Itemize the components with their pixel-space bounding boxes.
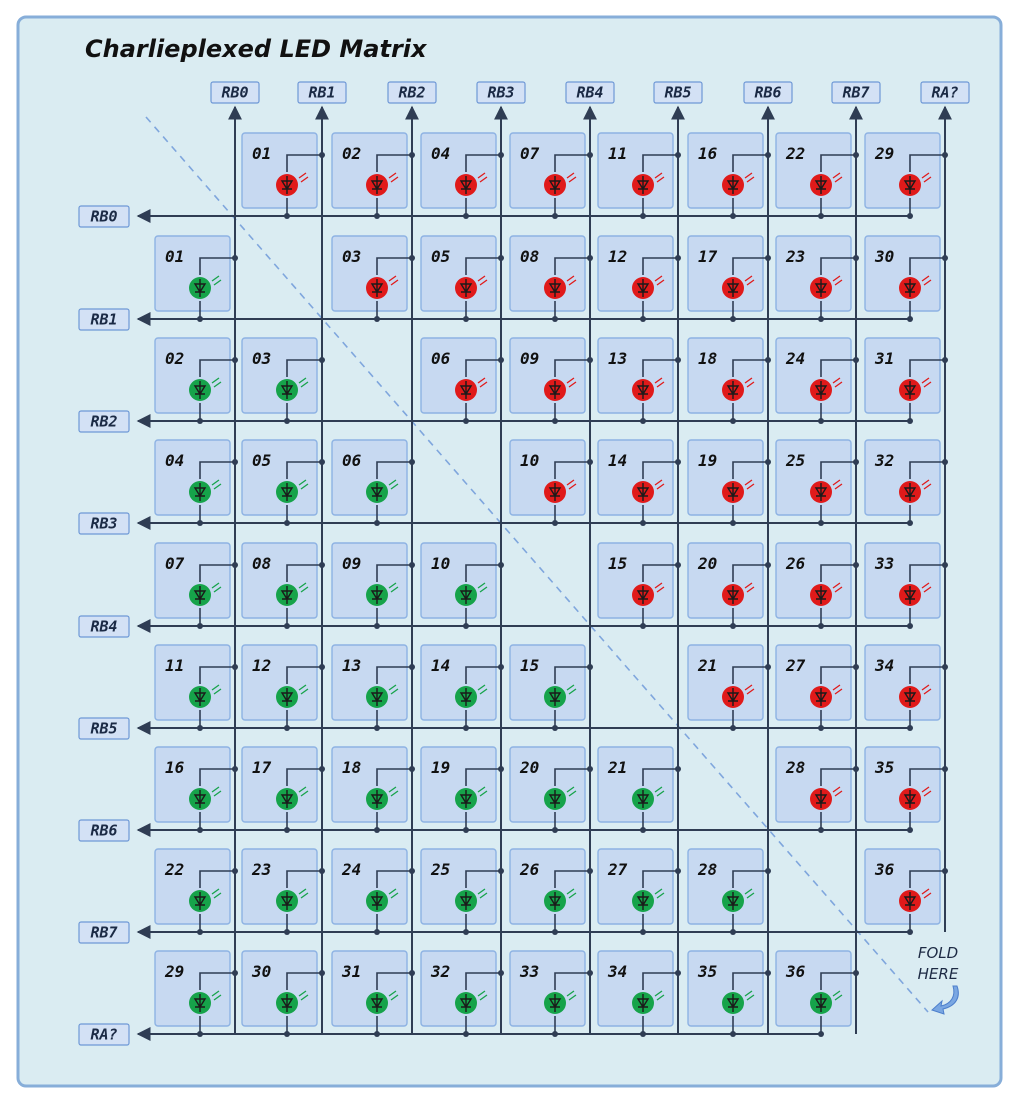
led-cell — [242, 951, 325, 1037]
led-cell — [688, 951, 771, 1037]
led-cell — [865, 440, 948, 526]
led-number: 09 — [342, 554, 362, 573]
led-number: 12 — [252, 656, 272, 675]
pin-label-text: RB5 — [90, 719, 118, 738]
led-number: 07 — [165, 554, 185, 573]
led-number: 04 — [165, 451, 185, 470]
led-cell — [776, 440, 859, 526]
led-cell — [332, 133, 415, 219]
led-cell — [332, 849, 415, 935]
led-cell — [332, 951, 415, 1037]
pin-label-top — [654, 82, 702, 103]
led-cell — [598, 951, 681, 1037]
fold-note-line1: FOLD — [917, 944, 959, 962]
led-cell — [865, 747, 948, 833]
led-cell — [776, 236, 859, 322]
led-number: 28 — [698, 860, 718, 879]
led-cell — [155, 645, 238, 731]
led-number: 32 — [875, 451, 895, 470]
led-number: 10 — [520, 451, 540, 470]
led-cell — [776, 338, 859, 424]
led-number: 12 — [608, 247, 628, 266]
led-cell — [598, 236, 681, 322]
led-number: 13 — [342, 656, 362, 675]
led-cell — [776, 133, 859, 219]
led-number: 24 — [786, 349, 806, 368]
led-number: 19 — [431, 758, 451, 777]
led-number: 18 — [698, 349, 718, 368]
led-number: 34 — [875, 656, 895, 675]
led-number: 19 — [698, 451, 718, 470]
led-number: 01 — [165, 247, 185, 266]
led-number: 21 — [608, 758, 628, 777]
led-number: 26 — [786, 554, 806, 573]
led-number: 04 — [431, 144, 451, 163]
led-cell — [865, 133, 948, 219]
led-number: 20 — [520, 758, 540, 777]
led-number: 02 — [165, 349, 185, 368]
led-number: 14 — [431, 656, 451, 675]
led-number: 05 — [252, 451, 272, 470]
led-cell — [776, 747, 859, 833]
pin-label-side — [79, 922, 129, 943]
led-cell — [155, 236, 238, 322]
pin-label-side — [79, 1024, 129, 1045]
led-number: 07 — [520, 144, 540, 163]
pin-label-text: RB1 — [90, 310, 118, 329]
pin-label-side — [79, 513, 129, 534]
pin-label-side — [79, 718, 129, 739]
led-number: 01 — [252, 144, 272, 163]
led-number: 27 — [786, 656, 806, 675]
led-cell — [421, 645, 504, 731]
led-cell — [510, 645, 593, 731]
led-cell — [332, 236, 415, 322]
led-cell — [332, 645, 415, 731]
led-cell — [421, 338, 504, 424]
led-cell — [332, 543, 415, 629]
led-number: 05 — [431, 247, 451, 266]
led-number: 22 — [786, 144, 806, 163]
fold-note-line2: HERE — [917, 965, 959, 983]
led-cell — [865, 849, 948, 935]
led-number: 24 — [342, 860, 362, 879]
pin-label-text: RB0 — [90, 207, 118, 226]
pin-label-text: RB3 — [487, 83, 515, 102]
led-cell — [510, 236, 593, 322]
pin-label-text: RB5 — [664, 83, 692, 102]
led-number: 22 — [165, 860, 185, 879]
led-cell — [865, 543, 948, 629]
led-cell — [688, 543, 771, 629]
led-number: 25 — [786, 451, 806, 470]
pin-label-text: RB1 — [308, 83, 336, 102]
led-cell — [776, 951, 859, 1037]
led-cell — [242, 338, 325, 424]
pin-label-side — [79, 616, 129, 637]
led-cell — [242, 440, 325, 526]
led-cell — [510, 951, 593, 1037]
led-number: 23 — [252, 860, 272, 879]
pin-label-top — [566, 82, 614, 103]
led-cell — [776, 543, 859, 629]
led-cell — [155, 849, 238, 935]
led-number: 16 — [698, 144, 718, 163]
led-cell — [510, 338, 593, 424]
led-cell — [421, 236, 504, 322]
led-cell — [688, 338, 771, 424]
led-cell — [242, 849, 325, 935]
pin-label-top — [388, 82, 436, 103]
led-number: 34 — [608, 962, 628, 981]
led-number: 15 — [520, 656, 540, 675]
pin-label-top — [832, 82, 880, 103]
led-number: 06 — [342, 451, 362, 470]
diagram-title: Charlieplexed LED Matrix — [85, 35, 427, 63]
led-cell — [598, 747, 681, 833]
led-number: 14 — [608, 451, 628, 470]
led-cell — [242, 747, 325, 833]
led-number: 21 — [698, 656, 718, 675]
led-number: 27 — [608, 860, 628, 879]
led-cell — [688, 133, 771, 219]
led-number: 11 — [608, 144, 628, 163]
led-cell — [155, 543, 238, 629]
led-cell — [865, 338, 948, 424]
led-cell — [332, 747, 415, 833]
pin-label-side — [79, 411, 129, 432]
led-number: 03 — [342, 247, 362, 266]
led-cell — [510, 747, 593, 833]
led-cell — [510, 849, 593, 935]
led-cell — [510, 440, 593, 526]
led-cell — [688, 849, 771, 935]
led-number: 33 — [875, 554, 895, 573]
pin-label-text: RB6 — [754, 83, 782, 102]
led-number: 16 — [165, 758, 185, 777]
led-number: 02 — [342, 144, 362, 163]
led-number: 28 — [786, 758, 806, 777]
led-number: 29 — [165, 962, 185, 981]
led-cell — [598, 849, 681, 935]
led-cell — [688, 645, 771, 731]
pin-label-text: RB2 — [90, 412, 118, 431]
pin-label-text: RA? — [931, 83, 959, 102]
led-cell — [865, 645, 948, 731]
led-cell — [242, 543, 325, 629]
pin-label-text: RB4 — [576, 83, 604, 102]
led-cell — [242, 645, 325, 731]
led-number: 36 — [875, 860, 895, 879]
led-cell — [421, 747, 504, 833]
led-cell — [242, 133, 325, 219]
led-number: 25 — [431, 860, 451, 879]
led-number: 32 — [431, 962, 451, 981]
pin-label-side — [79, 206, 129, 227]
led-cell — [598, 338, 681, 424]
led-number: 09 — [520, 349, 540, 368]
led-number: 15 — [608, 554, 628, 573]
pin-label-top — [211, 82, 259, 103]
pin-label-text: RB4 — [90, 617, 118, 636]
led-cell — [332, 440, 415, 526]
led-cell — [421, 543, 504, 629]
pin-label-top — [298, 82, 346, 103]
led-number: 18 — [342, 758, 362, 777]
led-cell — [776, 645, 859, 731]
led-number: 33 — [520, 962, 540, 981]
led-number: 30 — [252, 962, 272, 981]
pin-label-side — [79, 309, 129, 330]
led-cell — [421, 849, 504, 935]
led-number: 30 — [875, 247, 895, 266]
led-number: 03 — [252, 349, 272, 368]
pin-label-top — [744, 82, 792, 103]
led-cell — [421, 133, 504, 219]
pin-label-text: RB7 — [90, 923, 118, 942]
led-number: 36 — [786, 962, 806, 981]
led-number: 11 — [165, 656, 185, 675]
led-number: 08 — [520, 247, 540, 266]
pin-label-text: RA? — [90, 1025, 118, 1044]
pin-label-text: RB3 — [90, 514, 118, 533]
pin-label-side — [79, 820, 129, 841]
pin-label-text: RB2 — [398, 83, 426, 102]
led-cell — [688, 236, 771, 322]
led-number: 20 — [698, 554, 718, 573]
led-number: 10 — [431, 554, 451, 573]
led-cell — [865, 236, 948, 322]
led-number: 26 — [520, 860, 540, 879]
led-cell — [598, 133, 681, 219]
led-cell — [155, 440, 238, 526]
led-number: 35 — [698, 962, 718, 981]
led-number: 08 — [252, 554, 272, 573]
pin-label-text: RB0 — [221, 83, 249, 102]
led-number: 31 — [875, 349, 895, 368]
led-cell — [421, 951, 504, 1037]
led-number: 35 — [875, 758, 895, 777]
led-cell — [510, 133, 593, 219]
led-cell — [598, 440, 681, 526]
led-number: 31 — [342, 962, 362, 981]
led-cell — [688, 440, 771, 526]
led-number: 06 — [431, 349, 451, 368]
led-number: 13 — [608, 349, 628, 368]
led-cell — [155, 338, 238, 424]
led-number: 29 — [875, 144, 895, 163]
pin-label-text: RB7 — [842, 83, 870, 102]
led-number: 17 — [252, 758, 272, 777]
led-number: 17 — [698, 247, 718, 266]
pin-label-top — [477, 82, 525, 103]
led-cell — [598, 543, 681, 629]
led-cell — [155, 747, 238, 833]
pin-label-top — [921, 82, 969, 103]
pin-label-text: RB6 — [90, 821, 118, 840]
led-number: 23 — [786, 247, 806, 266]
led-cell — [155, 951, 238, 1037]
